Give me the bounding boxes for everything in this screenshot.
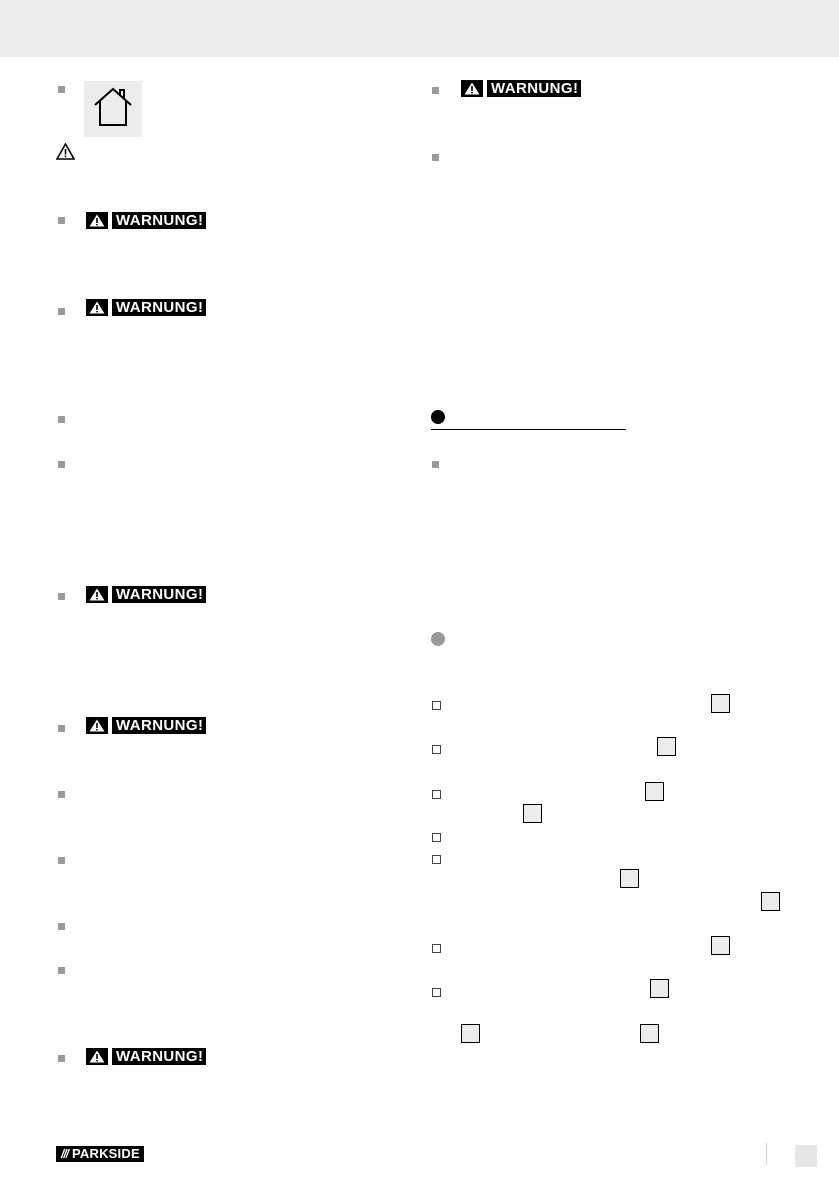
warning-label: WARNUNG! — [112, 1048, 206, 1065]
part-reference-box — [523, 804, 542, 823]
page-number-box — [795, 1145, 817, 1167]
list-bullet — [58, 857, 65, 864]
part-reference-box — [657, 737, 676, 756]
warning-triangle-icon — [86, 1048, 108, 1065]
house-icon — [84, 81, 142, 137]
step-checkbox — [432, 745, 441, 754]
header-band — [0, 0, 839, 57]
warning-badge — [461, 80, 581, 97]
part-reference-box — [761, 892, 780, 911]
step-checkbox — [432, 790, 441, 799]
warning-label: WARNUNG! — [112, 586, 206, 603]
warning-badge — [86, 717, 206, 734]
part-reference-box — [650, 979, 669, 998]
parkside-logo — [56, 1146, 144, 1162]
list-bullet — [432, 87, 439, 94]
warning-badge — [86, 212, 206, 229]
section-heading-underline — [431, 429, 626, 430]
list-bullet — [432, 461, 439, 468]
part-reference-box — [645, 782, 664, 801]
list-bullet — [58, 791, 65, 798]
warning-label: WARNUNG! — [112, 212, 206, 229]
list-bullet — [58, 967, 65, 974]
part-reference-box — [711, 694, 730, 713]
warning-badge — [86, 586, 206, 603]
warning-triangle-outline-icon — [56, 143, 75, 165]
filled-circle-icon — [431, 410, 445, 424]
warning-triangle-icon — [86, 586, 108, 603]
warning-label: WARNUNG! — [487, 80, 581, 97]
list-bullet — [58, 217, 65, 224]
grey-circle-icon — [431, 632, 445, 646]
step-checkbox — [432, 944, 441, 953]
list-bullet — [58, 1055, 65, 1062]
part-reference-box — [461, 1024, 480, 1043]
list-bullet — [58, 725, 65, 732]
step-checkbox — [432, 701, 441, 710]
part-reference-box — [640, 1024, 659, 1043]
warning-label: WARNUNG! — [112, 299, 206, 316]
list-bullet — [58, 86, 65, 93]
warning-triangle-icon — [86, 212, 108, 229]
part-reference-box — [711, 936, 730, 955]
logo-brand: PARKSIDE — [72, 1146, 140, 1161]
warning-triangle-icon — [86, 299, 108, 316]
list-bullet — [432, 154, 439, 161]
list-bullet — [58, 923, 65, 930]
logo-slashes: /// — [61, 1147, 69, 1161]
warning-badge — [86, 1048, 206, 1065]
step-checkbox — [432, 855, 441, 864]
list-bullet — [58, 308, 65, 315]
footer-divider — [766, 1143, 767, 1165]
warning-badge — [86, 299, 206, 316]
part-reference-box — [620, 869, 639, 888]
warning-triangle-icon — [461, 80, 483, 97]
step-checkbox — [432, 833, 441, 842]
list-bullet — [58, 461, 65, 468]
step-checkbox — [432, 988, 441, 997]
warning-triangle-icon — [86, 717, 108, 734]
warning-label: WARNUNG! — [112, 717, 206, 734]
list-bullet — [58, 593, 65, 600]
list-bullet — [58, 416, 65, 423]
